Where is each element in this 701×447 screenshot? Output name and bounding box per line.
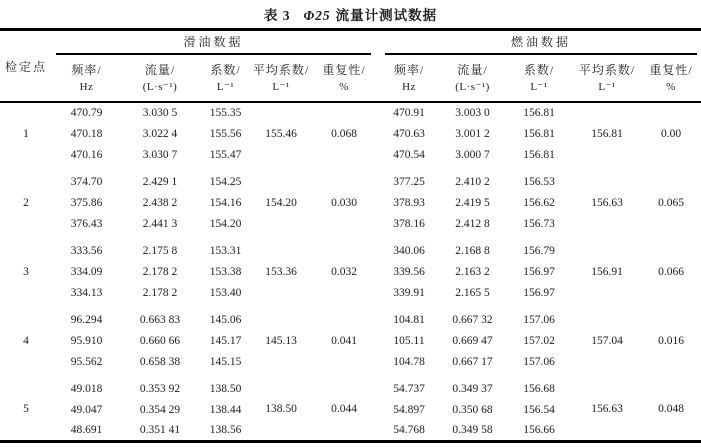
cell-lube-flow: 0.351 41 (139, 423, 181, 436)
cell-fuel-flow: 2.163 2 (455, 265, 490, 278)
cell-fuel-avg-coef: 156.63 (591, 402, 623, 415)
table-row (0, 171, 701, 192)
cell-lube-flow: 2.438 2 (142, 196, 178, 209)
col-header-fuel-frequency: 频率/ Hz (378, 55, 440, 102)
cell-fuel-freq: 339.91 (393, 286, 425, 299)
cell-lube-freq: 374.70 (70, 175, 103, 188)
cell-lube-coef: 154.25 (209, 175, 242, 188)
cell-lube-coef: 155.56 (209, 127, 242, 140)
col-header-fuel-avg-coefficient: 平均系数/ L⁻¹ (573, 55, 641, 102)
cell-lube-avg-coef: 145.13 (265, 334, 297, 347)
cell-fuel-coef: 156.79 (523, 244, 555, 257)
cell-fuel-coef: 156.53 (523, 175, 555, 188)
cell-fuel-flow: 0.669 47 (452, 334, 493, 347)
cell-lube-flow: 3.022 4 (142, 127, 178, 140)
fuel-oil-group-header (378, 30, 701, 56)
cell-fuel-freq: 54.737 (393, 382, 425, 395)
cell-lube-freq: 333.56 (70, 244, 103, 257)
cell-lube-freq: 334.09 (70, 265, 103, 278)
cell-fuel-repeatability: 0.066 (658, 265, 684, 278)
cell-fuel-coef: 156.66 (523, 423, 555, 436)
cell-lube-freq: 470.16 (70, 148, 103, 161)
cell-lube-coef: 154.16 (209, 196, 242, 209)
cell-point: 3 (23, 265, 29, 278)
measurement-table (0, 28, 701, 443)
cell-fuel-freq: 378.93 (393, 196, 425, 209)
col-header-fuel-repeatability: 重复性/ % (641, 55, 701, 102)
cell-fuel-coef: 157.02 (523, 334, 555, 347)
cell-lube-coef: 155.47 (209, 148, 242, 161)
cell-fuel-coef: 156.81 (523, 148, 555, 161)
cell-lube-flow: 3.030 5 (142, 107, 178, 119)
fuel-oil-group-label: 燃油数据 (510, 35, 571, 49)
cell-lube-flow: 0.354 29 (139, 403, 181, 416)
cell-fuel-flow: 0.349 37 (452, 382, 493, 395)
col-header-lube-flow: 流量/ (L·s⁻¹) (121, 55, 199, 102)
cell-lube-flow: 2.175 8 (142, 244, 178, 257)
cell-fuel-repeatability: 0.016 (658, 334, 684, 347)
cell-fuel-freq: 470.54 (393, 148, 425, 161)
cell-fuel-flow: 2.419 5 (455, 196, 490, 209)
cell-fuel-flow: 2.410 2 (455, 175, 490, 188)
col-header-lube-avg-coefficient: 平均系数/ L⁻¹ (252, 55, 310, 102)
cell-lube-freq: 470.18 (70, 127, 103, 140)
cell-fuel-freq: 54.897 (393, 403, 425, 416)
group-header-row (0, 30, 701, 56)
cell-lube-freq: 96.294 (70, 313, 103, 326)
cell-fuel-coef: 156.73 (523, 217, 555, 230)
column-header-row (0, 55, 701, 102)
cell-fuel-coef: 156.81 (523, 107, 555, 119)
cell-fuel-avg-coef: 156.63 (591, 196, 623, 209)
cell-lube-freq: 376.43 (70, 217, 103, 230)
cell-lube-coef: 145.17 (209, 334, 242, 347)
cell-lube-avg-coef: 155.46 (265, 128, 297, 140)
table-row (0, 102, 701, 123)
cell-fuel-freq: 470.63 (393, 127, 425, 140)
cell-fuel-coef: 157.06 (523, 313, 555, 326)
table-row (0, 378, 701, 399)
cell-fuel-repeatability: 0.00 (660, 128, 682, 140)
point-column-header: 检定点 (0, 30, 52, 103)
col-header-lube-frequency: 频率/ Hz (52, 55, 121, 102)
cell-point: 2 (23, 196, 29, 209)
cell-fuel-flow: 2.165 5 (455, 286, 490, 299)
cell-fuel-flow: 2.412 8 (455, 217, 490, 230)
cell-lube-repeatability: 0.030 (331, 196, 357, 209)
cell-lube-freq: 95.562 (70, 355, 103, 368)
cell-lube-coef: 154.20 (209, 217, 242, 230)
cell-lube-coef: 153.31 (209, 244, 242, 257)
cell-lube-avg-coef: 153.36 (265, 265, 297, 278)
cell-lube-freq: 470.79 (70, 107, 103, 119)
cell-fuel-avg-coef: 156.81 (591, 128, 623, 140)
cell-fuel-freq: 104.81 (393, 313, 425, 326)
col-header-fuel-coefficient: 系数/ L⁻¹ (505, 55, 573, 102)
cell-lube-freq: 375.86 (70, 196, 103, 209)
cell-fuel-flow: 2.168 8 (455, 244, 490, 257)
cell-fuel-freq: 340.06 (393, 244, 425, 257)
cell-lube-avg-coef: 154.20 (265, 196, 297, 209)
cell-lube-coef: 153.40 (209, 286, 242, 299)
cell-fuel-freq: 378.16 (393, 217, 425, 230)
cell-lube-repeatability: 0.044 (331, 402, 357, 415)
cell-fuel-freq: 470.91 (393, 107, 425, 119)
cell-fuel-freq: 377.25 (393, 175, 425, 188)
lube-oil-group-label: 滑油数据 (183, 35, 244, 49)
cell-lube-freq: 48.691 (70, 423, 103, 436)
cell-lube-repeatability: 0.068 (331, 128, 357, 140)
cell-fuel-repeatability: 0.048 (658, 402, 684, 415)
cell-fuel-flow: 0.350 68 (452, 403, 493, 416)
cell-point: 1 (23, 128, 29, 140)
cell-fuel-coef: 156.97 (523, 286, 555, 299)
caption-title-text: 流量计测试数据 (335, 8, 438, 23)
caption-model-phi25: Φ25 (303, 8, 331, 23)
cell-fuel-flow: 0.667 32 (452, 313, 493, 326)
cell-lube-coef: 138.50 (209, 382, 242, 395)
cell-fuel-flow: 0.349 58 (452, 423, 493, 436)
cell-lube-flow: 3.030 7 (142, 148, 178, 161)
cell-lube-flow: 2.429 1 (142, 175, 178, 188)
cell-lube-avg-coef: 138.50 (265, 402, 297, 415)
cell-fuel-freq: 105.11 (393, 334, 425, 347)
cell-lube-coef: 138.44 (209, 403, 242, 416)
cell-fuel-flow: 3.001 2 (455, 127, 490, 140)
cell-fuel-coef: 156.97 (523, 265, 555, 278)
cell-point: 5 (23, 402, 29, 415)
cell-lube-freq: 49.047 (70, 403, 103, 416)
cell-lube-flow: 0.663 83 (139, 313, 181, 326)
cell-fuel-coef: 156.68 (523, 382, 555, 395)
cell-lube-flow: 2.441 3 (142, 217, 178, 230)
col-header-lube-coefficient: 系数/ L⁻¹ (199, 55, 252, 102)
cell-lube-coef: 145.06 (209, 313, 242, 326)
col-header-lube-repeatability: 重复性/ % (310, 55, 378, 102)
cell-fuel-coef: 157.06 (523, 355, 555, 368)
cell-lube-coef: 145.15 (209, 355, 242, 368)
cell-fuel-flow: 3.003 0 (455, 107, 490, 119)
cell-point: 4 (23, 334, 29, 347)
cell-fuel-freq: 339.56 (393, 265, 425, 278)
cell-lube-repeatability: 0.041 (331, 334, 357, 347)
cell-fuel-avg-coef: 156.91 (591, 265, 623, 278)
cell-lube-coef: 153.38 (209, 265, 242, 278)
cell-fuel-flow: 0.667 17 (452, 355, 493, 368)
cell-lube-freq: 334.13 (70, 286, 103, 299)
caption-table-number: 表 3 (263, 8, 291, 23)
cell-fuel-flow: 3.000 7 (455, 148, 490, 161)
table-row (0, 309, 701, 330)
cell-lube-freq: 95.910 (70, 334, 103, 347)
cell-lube-flow: 2.178 2 (142, 265, 178, 278)
cell-lube-repeatability: 0.032 (331, 265, 357, 278)
table-caption (0, 0, 701, 28)
cell-lube-freq: 49.018 (70, 382, 103, 395)
cell-fuel-coef: 156.54 (523, 403, 555, 416)
cell-fuel-avg-coef: 157.04 (591, 334, 623, 347)
cell-lube-flow: 0.660 66 (139, 334, 181, 347)
table-row (0, 240, 701, 261)
cell-lube-flow: 2.178 2 (142, 286, 178, 299)
cell-lube-coef: 155.35 (209, 107, 242, 119)
cell-fuel-coef: 156.81 (523, 127, 555, 140)
cell-fuel-freq: 104.78 (393, 355, 425, 368)
cell-lube-flow: 0.353 92 (139, 382, 181, 395)
col-header-fuel-flow: 流量/ (L·s⁻¹) (440, 55, 505, 102)
lube-oil-group-header (52, 30, 378, 56)
cell-lube-flow: 0.658 38 (139, 355, 181, 368)
cell-fuel-coef: 156.62 (523, 196, 555, 209)
cell-fuel-repeatability: 0.065 (658, 196, 684, 209)
cell-fuel-freq: 54.768 (393, 423, 425, 436)
cell-lube-coef: 138.56 (209, 423, 242, 436)
